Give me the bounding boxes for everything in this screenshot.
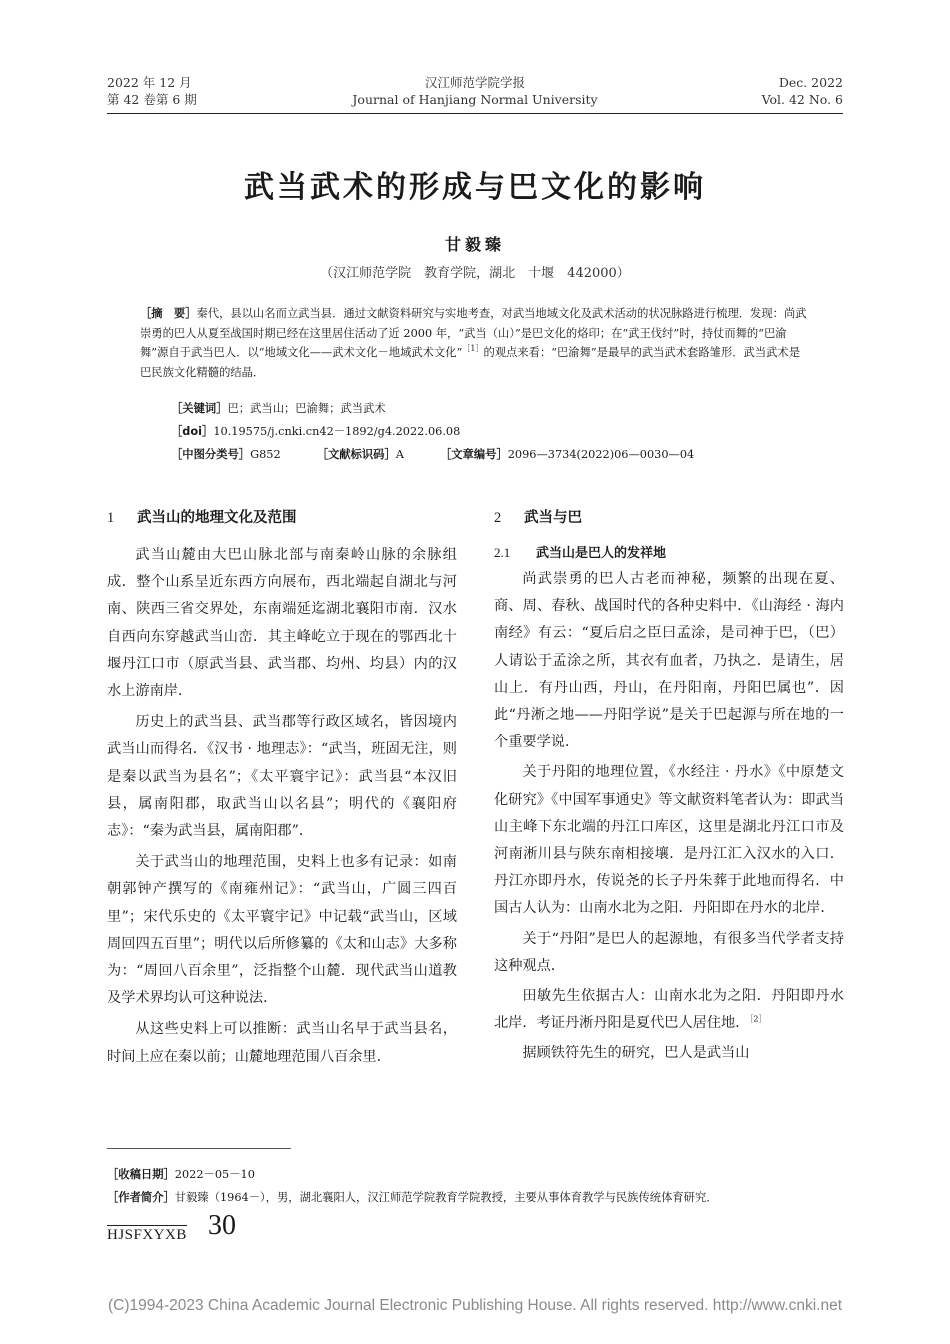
- doi-value[interactable]: 10.19575/j.cnki.cn42－1892/g4.2022.06.08: [213, 425, 461, 438]
- paragraph: 从这些史料上可以推断：武当山名早于武当县名，时间上应在秦以前；山麓地理范围八百余里．: [107, 1021, 457, 1065]
- paragraph: 据顾铁符先生的研究，巴人是武当山: [522, 1045, 750, 1062]
- author-bio-text: 甘毅臻（1964－），男，湖北襄阳人，汉江师范学院教育学院教授，主要从事体育教学与民族传统体育研究．: [174, 1191, 718, 1204]
- section-heading: [107, 508, 457, 538]
- section-number: 1: [107, 510, 115, 526]
- classification-line: [171, 446, 694, 464]
- article-number-label: ［文章编号］: [439, 448, 508, 461]
- paragraph: 关于武当山的地理范围，史料上也多有记录：如南朝郭钟产撰写的《南雍州记》：“武当山，广圆三四百里”；宋代乐史的《太平寰宇记》中记载“武当山，区域周回四五百里”；明代以后所修纂的《太和山志》大多称为：“周回八百余里”，泛指整个山麓．现代武当山道教及学术界均认可这种说法．: [107, 854, 457, 1007]
- journal-name-en: Journal of Hanjiang Normal University: [352, 92, 598, 107]
- author-name: 甘毅臻: [444, 235, 505, 254]
- keywords-label: ［关键词］: [171, 402, 228, 415]
- paragraph: 武当山麓由大巴山脉北部与南秦岭山脉的余脉组成．整个山系呈近东西方向展布，西北端起自湖北与河南、陕西三省交界处，东南端延迄湖北襄阳市南．汉水自西向东穿越武当山峦．其主峰屹立于现在的鄂西北十堰丹江口市（原武当县、武当郡、均州、均县）内的汉水上游南岸．: [107, 547, 457, 700]
- paragraph: 尚武崇勇的巴人古老而神秘，频繁的出现在夏、商、周、春秋、战国时代的各种史料中．《山海经 · 海内南经》有云：“夏后启之臣曰孟涂，是司神于巴，（巴）人请讼于孟涂之所，其衣有血者，乃执之．是请生，居山上．有丹山西，丹山，在丹阳南，丹阳巴属也”．因此“丹淅之地——丹阳学说”是关于巴起源与所在地的一个重要学说．: [494, 571, 844, 751]
- doi-label: ［doi］: [171, 425, 214, 438]
- received-date: [107, 1166, 255, 1182]
- abstract-text: 秦代，县以山名而立武当县．通过文献资料研究与实地考查，对武当地域文化及武术活动的状况脉路进行梳理．发现：尚武崇勇的巴人从夏至战国时期已经在这里居住活动了近 2000 年，“武当（山）”是巴文化的烙印；在“武王伐纣”时，持仗而舞的“巴渝舞”源自于武当巴人．以“地域文化——武术文化－地域武术文化”: [140, 307, 807, 360]
- header-rule: [107, 113, 843, 114]
- received-label: ［收稿日期］: [107, 1168, 175, 1181]
- section-title: 武当与巴: [524, 510, 582, 526]
- paragraph: [494, 983, 844, 1037]
- clc-value: G852: [250, 448, 281, 461]
- article-title: 武当武术的形成与巴文化的影响: [244, 170, 706, 205]
- journal-name-cn: 汉江师范学院学报: [424, 75, 525, 90]
- abstract-text-end: 的观点来看：“巴渝舞”是最早的武当武术套路雏形．武当武术是巴民族文化精髓的结晶．: [140, 346, 801, 380]
- keywords: [171, 400, 386, 418]
- right-column: [494, 508, 844, 1071]
- doc-code-label: ［文献标识码］: [316, 448, 396, 461]
- subsection-title: 武当山是巴人的发祥地: [536, 546, 667, 561]
- issue-date: 2022 年 12 月: [107, 75, 192, 90]
- copyright-notice: (C)1994-2023 China Academic Journal Electronic Publishing House. All rights reserved. http://www.cnki.net: [107, 1297, 843, 1314]
- paragraph: 历史上的武当县、武当郡等行政区域名，皆因境内武当山而得名．《汉书 · 地理志》：“武当，班固无注，则是秦以武当为县名”；《太平寰宇记》：武当县“本汉旧县，属南阳郡，取武当山以名县”；明代的《襄阳府志》：“秦为武当县，属南阳郡”．: [107, 714, 457, 840]
- section-heading: [494, 508, 844, 538]
- issue-date-en: Dec. 2022: [778, 75, 843, 90]
- section-title: 武当山的地理文化及范围: [137, 510, 297, 526]
- doi: [171, 423, 460, 441]
- author-bio-label: ［作者简介］: [107, 1191, 175, 1204]
- paragraph-text: 田敏先生依据古人：山南水北为之阳．丹阳即丹水北岸．考证丹淅丹阳是夏代巴人居住地．: [494, 988, 844, 1032]
- footnote-rule: [107, 1148, 291, 1149]
- running-header-right: [650, 74, 843, 108]
- author-bio: [107, 1189, 718, 1205]
- section-number: 2: [494, 510, 502, 526]
- doc-code-value: A: [395, 448, 404, 461]
- author-affiliation: （汉江师范学院 教育学院，湖北 十堰 442000）: [320, 266, 630, 281]
- left-column: [107, 508, 457, 1074]
- citation-ref[interactable]: ［1］: [462, 344, 484, 354]
- volume-issue-cn: 第 42 卷第 6 期: [107, 92, 197, 107]
- abstract: [140, 304, 810, 383]
- citation-ref[interactable]: ［2］: [749, 1014, 767, 1024]
- paragraph: 关于“丹阳”是巴人的起源地，有很多当代学者支持这种观点．: [494, 930, 844, 974]
- keywords-text: 巴；武当山；巴渝舞；武当武术: [227, 402, 386, 415]
- received-value: 2022－05－10: [174, 1168, 255, 1181]
- volume-issue-en: Vol. 42 No. 6: [761, 92, 843, 107]
- abstract-label: ［摘 要］: [140, 307, 197, 320]
- subsection-heading: [494, 540, 844, 566]
- article-number-value: 2096—3734(2022)06—0030—04: [507, 448, 695, 461]
- journal-code: HJSFXYXB: [107, 1227, 187, 1243]
- clc-label: ［中图分类号］: [171, 448, 251, 461]
- paragraph: 关于丹阳的地理位置，《水经注 · 丹水》《中原楚文化研究》《中国军事通史》等文献资料笔者认为：即武当山主峰下东北端的丹江口库区，这里是湖北丹江口市及河南淅川县与陕东南相接壤．是丹江汇入汉水的入口．丹江亦即丹水，传说尧的长子丹朱葬于此地而得名．中国古人认为：山南水北为之阳．丹阳即在丹水的北岸．: [494, 764, 844, 917]
- page-number: 30: [208, 1210, 236, 1241]
- subsection-number: 2.1: [494, 545, 511, 560]
